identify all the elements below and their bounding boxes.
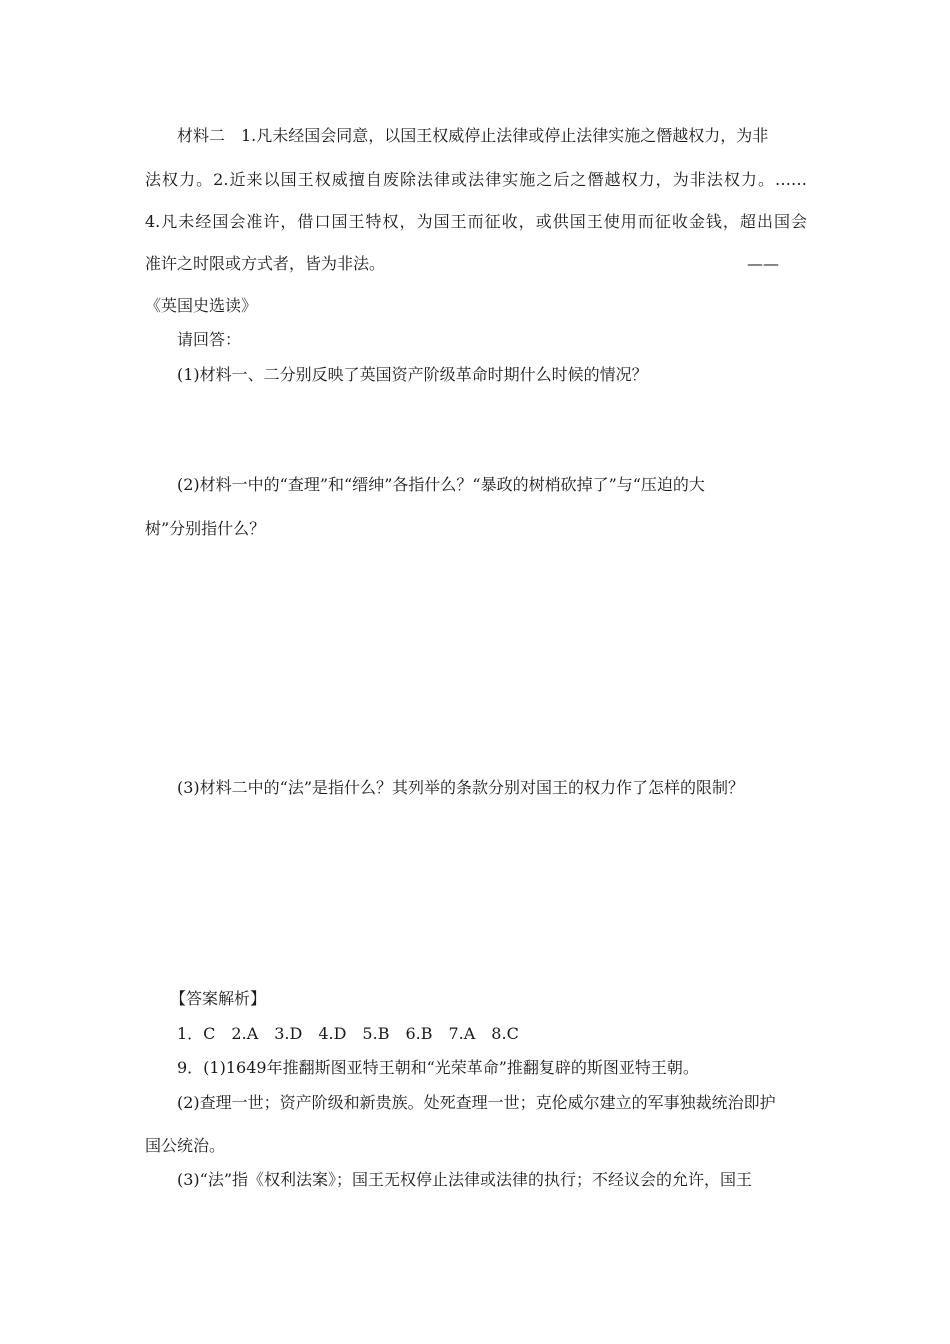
- answer-prompt: 请回答：: [177, 330, 242, 349]
- material2-source: 《英国史选读》: [145, 296, 258, 315]
- question-1: (1)材料一、二分别反映了英国资产阶级革命时期什么时候的情况？: [177, 365, 648, 384]
- answer-9-1: 9．(1)1649年推翻斯图亚特王朝和“光荣革命”推翻复辟的斯图亚特王朝。: [177, 1058, 699, 1077]
- material2-line-3: 4.凡未经国会准许，借口国王特权，为国王而征收，或供国王使用而征收金钱，超出国会: [145, 212, 807, 231]
- answer-9-2-line-1: (2)查理一世；资产阶级和新贵族。处死查理一世；克伦威尔建立的军事独裁统治即护: [177, 1093, 776, 1112]
- answer-9-2-line-2: 国公统治。: [145, 1136, 226, 1155]
- material2-line-4: 准许之时限或方式者，皆为非法。: [145, 254, 386, 273]
- material2-line-1: 材料二 1.凡未经国会同意，以国王权威停止法律或停止法律实施之僭越权力，为非: [177, 126, 769, 145]
- answers-heading: 【答案解析】: [170, 989, 267, 1008]
- question-3: (3)材料二中的“法”是指什么？其列举的条款分别对国王的权力作了怎样的限制？: [177, 778, 745, 797]
- material2-line-2: 法权力。2.近来以国王权威擅自废除法律或法律实施之后之僭越权力，为非法权力。……: [145, 170, 807, 189]
- question-2-line-1: (2)材料一中的“查理”和“缙绅”各指什么？“暴政的树梢砍掉了”与“压迫的大: [177, 475, 705, 494]
- answer-9-3-line-1: (3)“法”指《权利法案》；国王无权停止法律或法律的执行；不经议会的允许，国王: [177, 1170, 753, 1189]
- answers-choices: 1．C 2.A 3.D 4.D 5.B 6.B 7.A 8.C: [177, 1024, 519, 1043]
- question-2-line-2: 树”分别指什么？: [145, 519, 266, 538]
- source-dash: ——: [747, 254, 779, 273]
